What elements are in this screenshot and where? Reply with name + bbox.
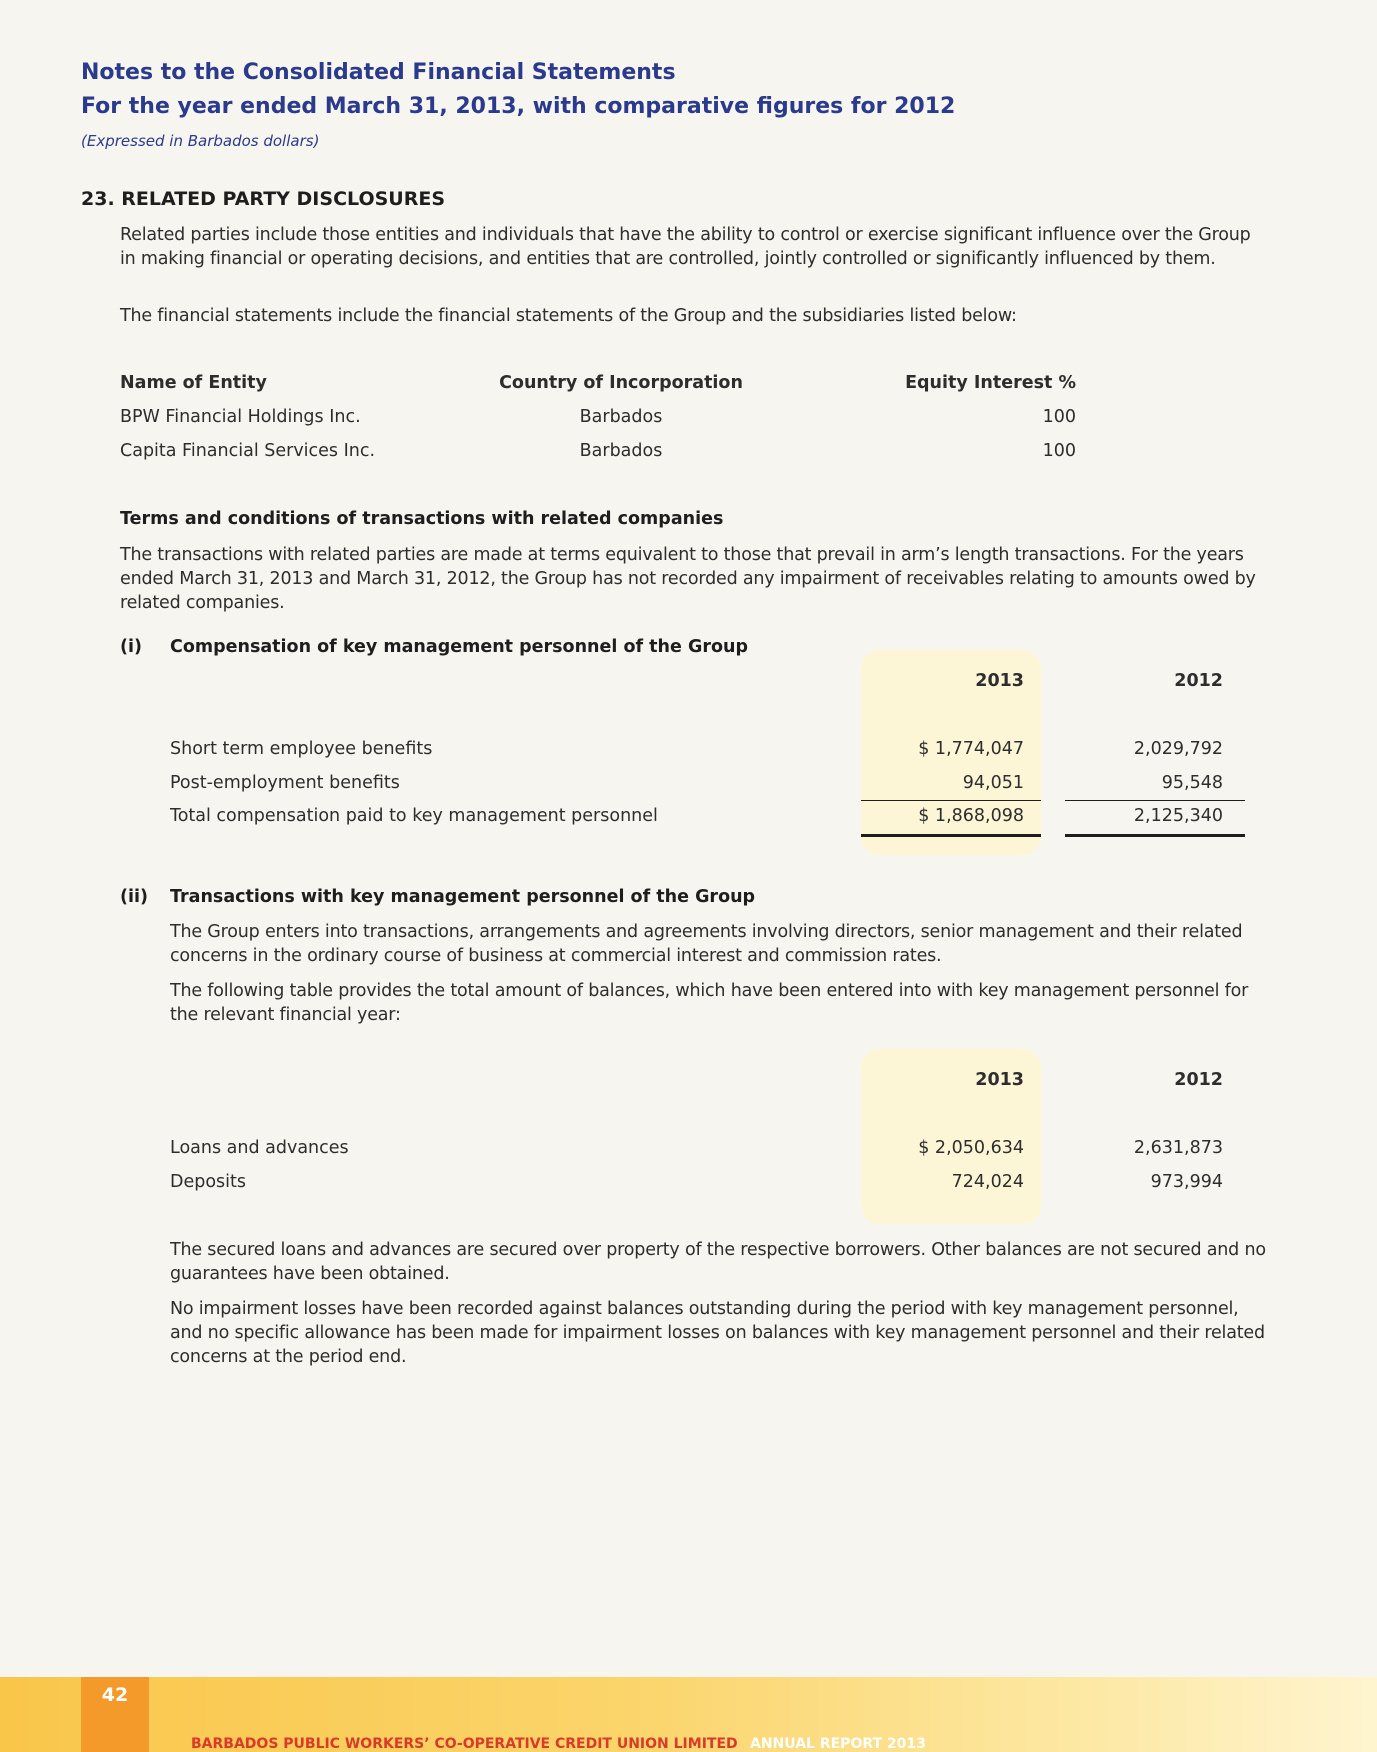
entity-country: Barbados: [579, 407, 663, 427]
balances-label: Loans and advances: [170, 1138, 349, 1158]
balances-value-2012: 973,994: [1150, 1172, 1223, 1192]
entities-header-country: Country of Incorporation: [499, 373, 743, 393]
balances-value-2013: $ 2,050,634: [918, 1138, 1024, 1158]
compensation-marker: (i): [120, 637, 142, 657]
compensation-value-2012: 2,029,792: [1133, 739, 1223, 759]
balances-value-2013: 724,024: [951, 1172, 1024, 1192]
transactions-paragraph-3: The secured loans and advances are secured over property of the respective borrowers. Other balances are not secured and no guarantees have been obtained.: [170, 1240, 1266, 1284]
transactions-heading: Transactions with key management personnel of the Group: [170, 887, 756, 907]
transactions-paragraph-1: The Group enters into transactions, arrangements and agreements involving directors, senior management and their related concerns in the ordinary course of business at commercial interest and commission rates.: [170, 922, 1243, 966]
entity-equity: 100: [1042, 441, 1076, 461]
subtotal-rule-2013: [861, 800, 1041, 801]
compensation-heading: Compensation of key management personnel of the Group: [170, 637, 748, 657]
entity-country: Barbados: [579, 441, 663, 461]
footer-organization: BARBADOS PUBLIC WORKERS’ CO-OPERATIVE CREDIT UNION LIMITED: [191, 1736, 738, 1752]
entities-header-equity: Equity Interest %: [905, 373, 1076, 393]
compensation-total-2013: $ 1,868,098: [918, 806, 1024, 826]
compensation-label: Short term employee benefits: [170, 739, 433, 759]
compensation-value-2012: 95,548: [1161, 773, 1223, 793]
entities-header-name: Name of Entity: [120, 373, 267, 393]
compensation-total-label: Total compensation paid to key management personnel: [170, 806, 658, 826]
page-subtitle-period: For the year ended March 31, 2013, with comparative figures for 2012: [81, 94, 956, 119]
currency-note: (Expressed in Barbados dollars): [81, 132, 320, 150]
compensation-total-2012: 2,125,340: [1133, 806, 1223, 826]
balances-col-2012: 2012: [1174, 1070, 1223, 1090]
entity-equity: 100: [1042, 407, 1076, 427]
balances-value-2012: 2,631,873: [1133, 1138, 1223, 1158]
intro-paragraph-1: Related parties include those entities and individuals that have the ability to control or exercise significant influence over the Group in making financial or operating decisions, and entities that are controlled, jointly controlled or significantly influenced by them.: [120, 225, 1251, 269]
compensation-col-2012: 2012: [1174, 671, 1223, 691]
entity-name: BPW Financial Holdings Inc.: [120, 407, 361, 427]
transactions-paragraph-4: No impairment losses have been recorded against balances outstanding during the period with key management personnel, and no specific allowance has been made for impairment losses on balances with key management personnel and their related concerns at the period end.: [170, 1299, 1265, 1367]
balances-label: Deposits: [170, 1172, 247, 1192]
entity-name: Capita Financial Services Inc.: [120, 441, 376, 461]
subtotal-rule-2012: [1065, 800, 1245, 801]
balances-col-2013: 2013: [975, 1070, 1024, 1090]
compensation-value-2013: $ 1,774,047: [918, 739, 1024, 759]
total-rule-2013: [861, 834, 1041, 837]
compensation-value-2013: 94,051: [962, 773, 1024, 793]
footer-report-title: ANNUAL REPORT 2013: [750, 1736, 926, 1752]
section-heading: 23. RELATED PARTY DISCLOSURES: [81, 188, 445, 210]
total-rule-2012: [1065, 834, 1245, 837]
terms-heading: Terms and conditions of transactions with related companies: [120, 509, 724, 529]
transactions-paragraph-2: The following table provides the total amount of balances, which have been entered into with key management personnel for the relevant financial year:: [170, 981, 1249, 1025]
compensation-label: Post-employment benefits: [170, 773, 400, 793]
terms-paragraph: The transactions with related parties are made at terms equivalent to those that prevail in arm’s length transactions. For the years ended March 31, 2013 and March 31, 2012, the Group has not recorded any impairment of receivables relating to amounts owed by related companies.: [120, 545, 1256, 613]
transactions-marker: (ii): [120, 887, 148, 907]
compensation-col-2013: 2013: [975, 671, 1024, 691]
page-number: 42: [101, 1684, 129, 1706]
page-title: Notes to the Consolidated Financial Statements: [81, 60, 676, 85]
intro-paragraph-2: The financial statements include the financial statements of the Group and the subsidiaries listed below:: [120, 306, 1017, 326]
